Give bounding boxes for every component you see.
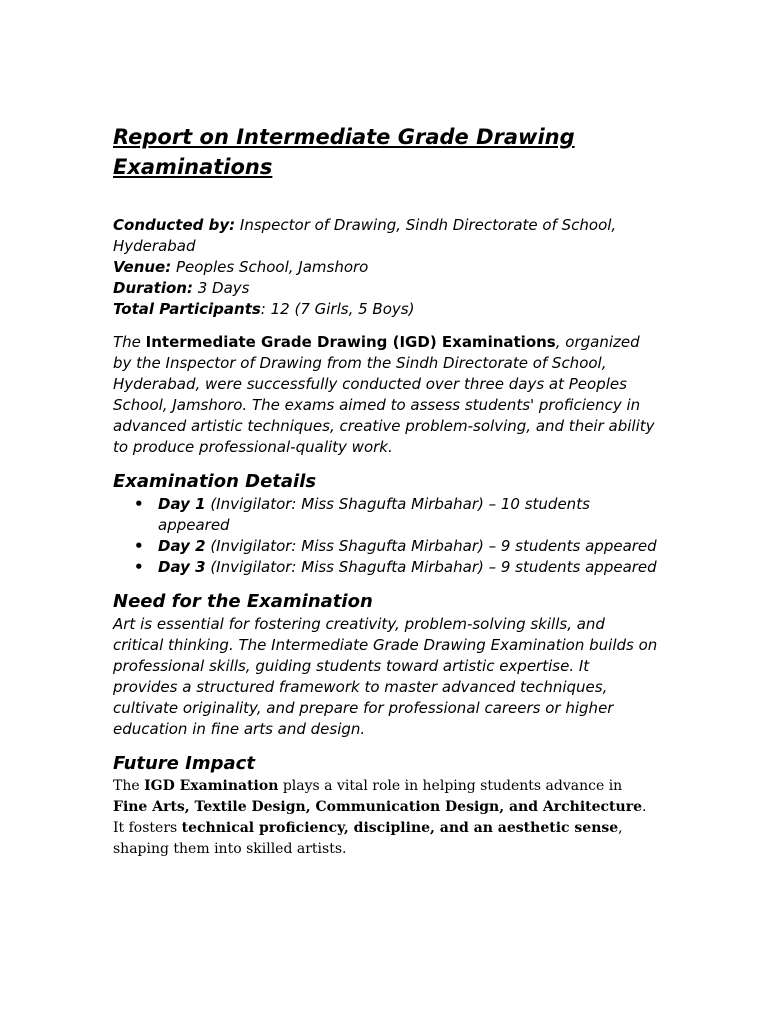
page-title: Report on Intermediate Grade Drawing Examinations [113, 125, 575, 179]
intro-post: , organized by the Inspector of Drawing from the Sindh Directorate of School, Hyderabad, were successfully conducted over three days at Peoples School, Jamshoro. The exams aimed to assess students' proficiency in advanced artistic techniques, creative problem-solving, and their ability to produce professional-quality work. [113, 333, 655, 456]
venue-label: Venue: [113, 258, 172, 276]
conducted-by-value: Inspector of Drawing, Sindh Directorate of School, Hyderabad [113, 216, 617, 255]
conducted-by-label: Conducted by: [113, 216, 236, 234]
future-bold-3: technical proficiency, discipline, and an aesthetic sense [181, 820, 619, 836]
duration-value: 3 Days [192, 279, 250, 297]
future-text-1: The [113, 778, 145, 794]
list-item [113, 536, 658, 557]
need-paragraph: Art is essential for fostering creativity, problem-solving skills, and critical thinking. The Intermediate Grade Drawing Examination builds on professional skills, guiding students toward artistic expertise. It provides a structured framework to master advanced techniques, cultivate originality, and prepare for professional careers or higher education in fine arts and design. [113, 615, 658, 738]
duration-label: Duration: [113, 279, 193, 297]
future-text-2: plays a vital role in helping students advance in [278, 778, 623, 794]
examination-details-heading: Examination Details [113, 471, 317, 492]
future-bold-2: Fine Arts, Textile Design, Communication Design, and Architecture [113, 799, 642, 815]
day-text: (Invigilator: Miss Shagufta Mirbahar) – 10 students appeared [158, 495, 590, 534]
duration-line [113, 278, 658, 299]
future-text-4: , shaping them into skilled artists. [113, 820, 623, 857]
report-meta [113, 215, 658, 320]
examination-days-list [113, 494, 658, 578]
intro-paragraph [113, 332, 658, 458]
participants-line [113, 299, 658, 320]
participants-label: Total Participants [113, 300, 261, 318]
future-bold-1: IGD Examination [144, 778, 279, 794]
document-page [113, 120, 658, 860]
day-label: Day 3 [158, 558, 206, 576]
day-text: (Invigilator: Miss Shagufta Mirbahar) – 9 students appeared [205, 537, 657, 555]
bullet-icon: • [134, 537, 144, 555]
need-heading: Need for the Examination [113, 591, 373, 612]
bullet-icon: • [134, 558, 144, 576]
day-label: Day 2 [158, 537, 206, 555]
venue-line [113, 257, 658, 278]
future-impact-heading: Future Impact [113, 753, 255, 774]
participants-value: : 12 (7 Girls, 5 Boys) [260, 300, 415, 318]
day-label: Day 1 [158, 495, 206, 513]
future-text-3: . It fosters [113, 799, 647, 836]
list-item [113, 557, 658, 578]
intro-bold: Intermediate Grade Drawing (IGD) Examinations [145, 333, 556, 351]
list-item [113, 494, 658, 536]
intro-pre: The [113, 333, 146, 351]
day-text: (Invigilator: Miss Shagufta Mirbahar) – 9 students appeared [205, 558, 657, 576]
bullet-icon: • [134, 495, 144, 513]
venue-value: Peoples School, Jamshoro [171, 258, 369, 276]
conducted-by-line [113, 215, 658, 257]
future-paragraph [113, 776, 658, 860]
